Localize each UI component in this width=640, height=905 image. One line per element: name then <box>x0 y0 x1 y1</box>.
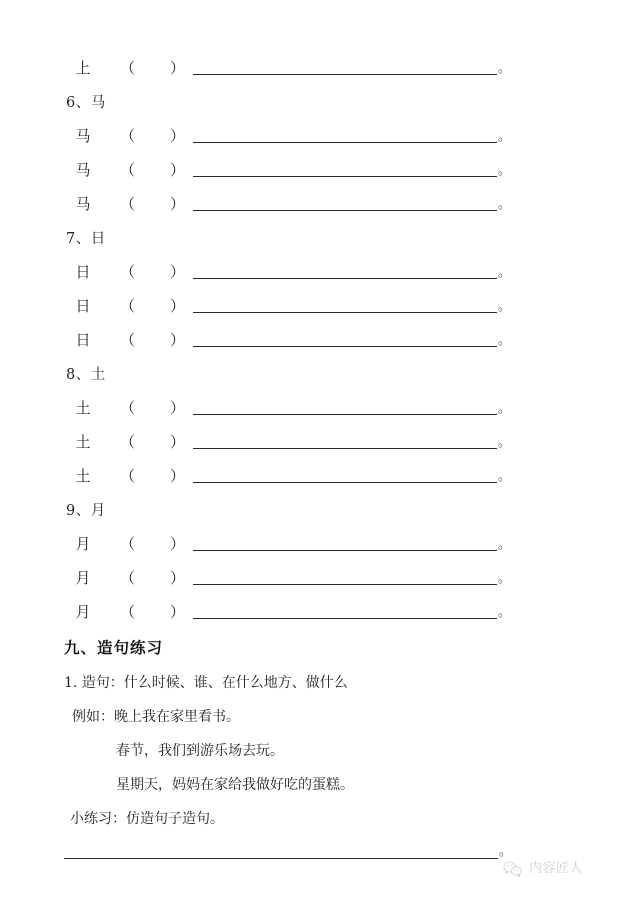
exercise-character: 月 <box>75 535 91 553</box>
top-margin <box>0 0 640 52</box>
group-heading-7: 7、日 <box>66 231 106 247</box>
group-heading-9: 9、月 <box>66 503 106 519</box>
exercise-character: 上 <box>75 59 91 77</box>
exercise-row <box>0 188 640 222</box>
answer-blank-line[interactable] <box>193 312 497 313</box>
exercise-character: 月 <box>75 569 91 587</box>
exercise-character: 马 <box>75 195 91 213</box>
wechat-icon <box>503 860 523 878</box>
exercise-row <box>0 460 640 494</box>
paren-open: （ <box>120 263 136 281</box>
sentence-period: 。 <box>498 163 512 178</box>
practice-prompt: 小练习：仿造句子造句。 <box>70 811 224 827</box>
answer-blank-line[interactable] <box>193 278 497 279</box>
exercise-row <box>0 528 640 562</box>
paren-close: ） <box>170 127 186 145</box>
exercise-character: 日 <box>75 297 91 315</box>
sentence-period: 。 <box>498 265 512 280</box>
answer-blank-line[interactable] <box>193 448 497 449</box>
answer-blank-line[interactable] <box>193 346 497 347</box>
example-line-1: 例如：晚上我在家里看书。 <box>72 709 240 725</box>
exercise-row <box>0 426 640 460</box>
exercise-character: 土 <box>75 467 91 485</box>
exercise-row <box>0 596 640 630</box>
sentence-period: 。 <box>498 605 512 620</box>
paren-open: （ <box>120 59 136 77</box>
sentence-period: 。 <box>498 435 512 450</box>
exercise-character: 日 <box>75 331 91 349</box>
sentence-period: 。 <box>498 299 512 314</box>
answer-blank-line[interactable] <box>193 550 497 551</box>
answer-blank-line[interactable] <box>193 176 497 177</box>
answer-blank-line[interactable] <box>64 858 498 859</box>
exercise-character: 日 <box>75 263 91 281</box>
exercise-character: 土 <box>75 433 91 451</box>
section-heading: 九、造句练习 <box>64 639 164 657</box>
watermark <box>503 860 583 878</box>
paren-close: ） <box>170 399 186 417</box>
exercise-character: 马 <box>75 127 91 145</box>
paren-close: ） <box>170 603 186 621</box>
paren-close: ） <box>170 161 186 179</box>
sentence-period: 。 <box>498 401 512 416</box>
exercise-character: 土 <box>75 399 91 417</box>
paren-open: （ <box>120 467 136 485</box>
paren-open: （ <box>120 297 136 315</box>
group-heading-6: 6、马 <box>66 95 106 111</box>
sentence-period: 。 <box>498 129 512 144</box>
paren-close: ） <box>170 331 186 349</box>
answer-blank-line[interactable] <box>193 74 497 75</box>
paren-open: （ <box>120 603 136 621</box>
paren-open: （ <box>120 399 136 417</box>
paren-close: ） <box>170 297 186 315</box>
sentence-period: 。 <box>498 333 512 348</box>
answer-blank-line[interactable] <box>193 142 497 143</box>
paren-open: （ <box>120 535 136 553</box>
paren-close: ） <box>170 59 186 77</box>
exercise-character: 马 <box>75 161 91 179</box>
exercise-row <box>0 562 640 596</box>
example-line-2: 春节，我们到游乐场去玩。 <box>116 743 284 759</box>
answer-blank-line[interactable] <box>193 210 497 211</box>
paren-open: （ <box>120 569 136 587</box>
paren-close: ） <box>170 195 186 213</box>
answer-blank-line[interactable] <box>193 482 497 483</box>
answer-blank-line[interactable] <box>193 618 497 619</box>
sentence-period: 。 <box>498 537 512 552</box>
paren-close: ） <box>170 569 186 587</box>
sentence-period: 。 <box>498 469 512 484</box>
exercise-row <box>0 290 640 324</box>
sentence-period: 。 <box>498 571 512 586</box>
exercise-row <box>0 256 640 290</box>
paren-close: ） <box>170 263 186 281</box>
exercise-row <box>0 324 640 358</box>
paren-open: （ <box>120 161 136 179</box>
answer-blank-line[interactable] <box>193 584 497 585</box>
paren-close: ） <box>170 433 186 451</box>
answer-blank-line[interactable] <box>193 414 497 415</box>
watermark-text: 内容匠人 <box>529 861 584 876</box>
exercise-character: 月 <box>75 603 91 621</box>
exercise-row <box>0 52 640 86</box>
group-heading-8: 8、土 <box>66 367 106 383</box>
example-line-3: 星期天，妈妈在家给我做好吃的蛋糕。 <box>116 777 354 793</box>
paren-open: （ <box>120 127 136 145</box>
exercise-row <box>0 392 640 426</box>
sentence-period: 。 <box>498 197 512 212</box>
paren-close: ） <box>170 467 186 485</box>
paren-open: （ <box>120 331 136 349</box>
exercise-row <box>0 120 640 154</box>
section-item-1: 1. 造句：什么时候、谁、在什么地方、做什么 <box>64 675 348 691</box>
exercise-row <box>0 154 640 188</box>
paren-open: （ <box>120 433 136 451</box>
sentence-period: 。 <box>499 844 513 859</box>
sentence-period: 。 <box>498 61 512 76</box>
paren-close: ） <box>170 535 186 553</box>
paren-open: （ <box>120 195 136 213</box>
